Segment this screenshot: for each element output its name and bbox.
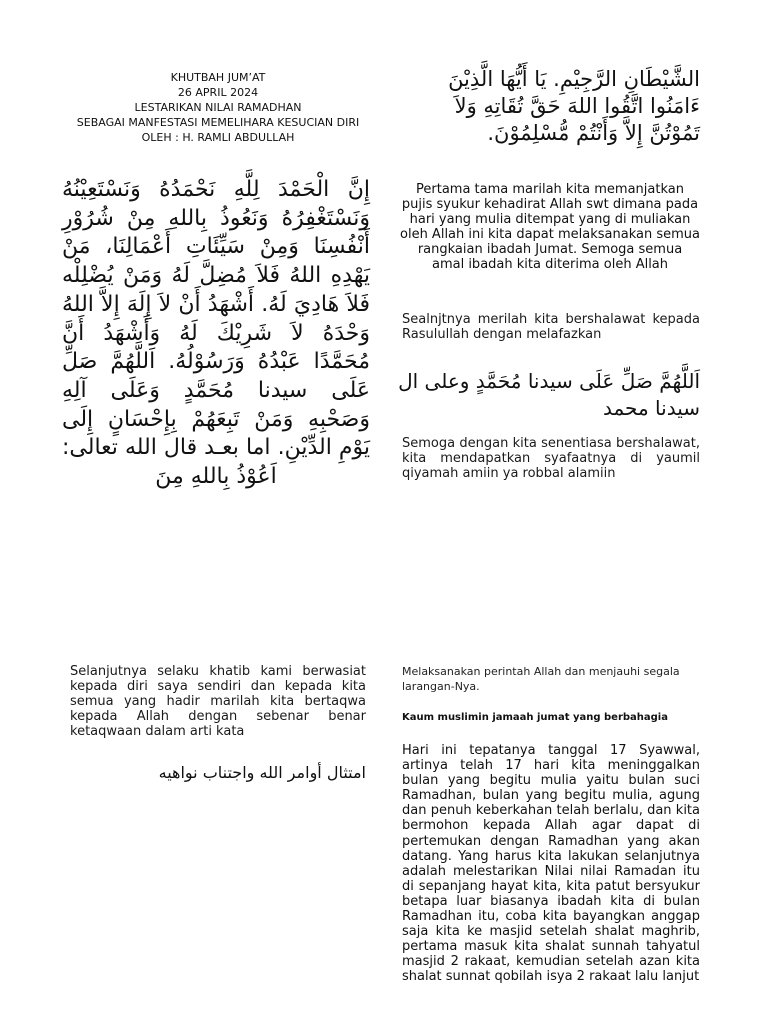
khutbah-author: OLEH : H. RAMLI ABDULLAH — [141, 131, 295, 144]
shalawat-intro-paragraph: Sealnjtnya merilah kita bershalawat kepada Rasulullah dengan melafazkan — [402, 312, 700, 342]
semoga-paragraph: Semoga dengan kita senentiasa bershalawat, kita mendapatkan syafaatnya di yaumil qiyamah amiin ya robbal alamiin — [402, 436, 700, 481]
khutbah-date: 26 APRIL 2024 — [177, 86, 259, 99]
section-subheading: Kaum muslimin jamaah jumat yang berbahagia — [402, 712, 668, 723]
khutbah-theme: LESTARIKAN NILAI RAMADHAN — [134, 101, 302, 114]
arabic-shalawat-text: اَللَّهُمَّ صَلِّ عَلَى سيدنا مُحَمَّدٍ وعلى ال سيدنا محمد — [398, 369, 700, 420]
arabic-opening-text: إِنَّ الْحَمْدَ لِلَّهِ نَحْمَدُهُ وَنَسْتَعِيْنُهُ وَنَسْتَغْفِرُهُ وَنَعُوذُ بِاللهِ مِنْ شُرُوْرِ أَنْفُسِنَا وَمِنْ سَيِّئَاتِ أَعْمَالِنَا، مَنْ يَهْدِهِ اللهُ فَلاَ مُضِلَّ لَهُ وَمَنْ يُضْلِلْه فَلاَ هَادِيَ لَهُ. أَشْهَدُ أَنْ لاَ إِلَهَ إِلاَّ اللهُ وَحْدَهُ لاَ شَرِيْكَ لَهُ وَأَشْهَدُ أَنَّ مُحَمَّدًا عَبْدُهُ وَرَسُوْلُهُ. اَللَّهُمَّ صَلِّ عَلَى سيدنا مُحَمَّدٍ وَعَلَى آلِهِ وَصَحْبِهِ وَمَنْ تَبِعَهُمْ بِإِحْسَانٍ إِلَى يَوْمِ الدِّيْنِ. اما بعـد قال الله تعالى: اَعُوْذُ بِاللهِ مِنَ — [62, 177, 370, 490]
wasiat-paragraph: Selanjutnya selaku khatib kami berwasiat kepada diri saya sendiri dan kepada kita semua yang hadir marilah kita bertaqwa kepada Allah dengan sebenar benar ketaqwaan dalam arti kata — [70, 664, 366, 739]
khutbah-header — [68, 70, 368, 145]
khutbah-title: KHUTBAH JUM’AT — [170, 71, 266, 84]
arabic-wasiat-text: امتثال أوامر الله واجتناب نواهيه — [158, 763, 366, 782]
khutbah-subtheme: SEBAGAI MANFESTASI MEMELIHARA KESUCIAN DIRI — [76, 116, 360, 129]
arabic-ayah-text: الشَّيْطَانِ الرَّجِيْمِ. يَا أَيُّهَا الَّذِيْنَ ءَامَنُوا اتَّقُوا اللهَ حَقَّ تُقَاتِهِ وَلاَ تَمُوْتُنَّ إِلاَّ وَأَنْتُمْ مُّسْلِمُوْنَ. — [448, 67, 700, 145]
melaksanakan-paragraph: Melaksanakan perintah Allah dan menjauhi segala larangan-Nya. — [402, 665, 680, 693]
pertama-paragraph: Pertama tama marilah kita memanjatkan pujis syukur kehadirat Allah swt dimana pada hari yang mulia ditempat yang di muliakan oleh Allah ini kita dapat melaksanakan semua rangkaian ibadah Jumat. Semoga semua amal ibadah kita diterima oleh Allah — [400, 182, 700, 272]
main-paragraph: Hari ini tepatanya tanggal 17 Syawwal, artinya telah 17 hari kita meninggalkan bulan yang begitu mulia yaitu bulan suci Ramadhan, bulan yang begitu mulia, agung dan penuh keberkahan telah berlalu, dan kita bermohon kepada Allah agar dapat di pertemukan dengan Ramadhan yang akan datang. Yang harus kita lakukan selanjutnya adalah melestarikan Nilai nilai Ramadan itu di sepanjang hayat kita, kita patut bersyukur betapa luar biasanya ibadah kita di bulan Ramadhan itu, coba kita bayangkan anggap saja kita ke masjid setelah shalat maghrib, pertama masuk kita shalat sunnah tahyatul masjid 2 rakaat, kemudian setelah azan kita shalat sunnat qobilah isya 2 rakaat lalu lanjut — [402, 743, 700, 985]
